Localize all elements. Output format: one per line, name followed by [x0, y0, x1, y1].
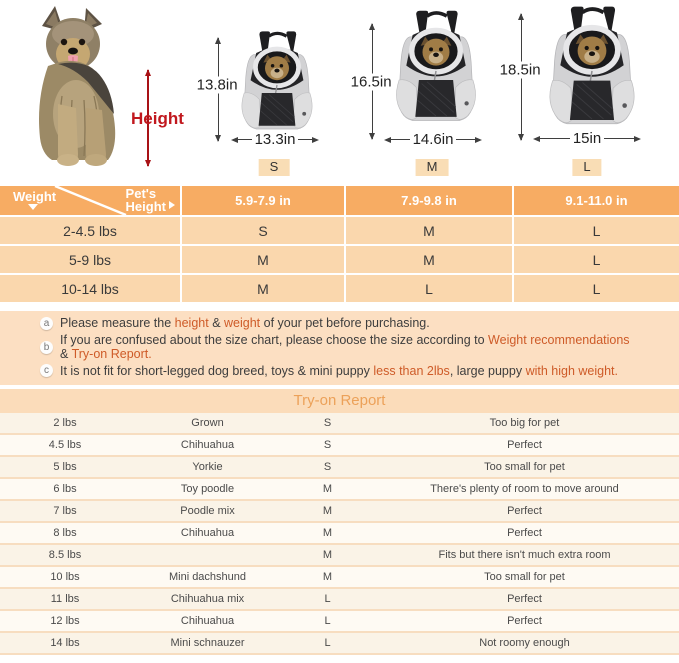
backpack-s-image: [237, 29, 317, 141]
size-chart-size-cell: M: [182, 246, 344, 273]
hero-section: [0, 0, 679, 184]
size-badge-s: S: [259, 159, 290, 176]
size-chart-size-cell: M: [182, 275, 344, 302]
backpack-s-width-value: 13.3in: [254, 131, 296, 148]
tryon-weight: 14 lbs: [50, 637, 80, 649]
tryon-comment: Perfect: [507, 593, 542, 605]
notes-section: [0, 311, 679, 385]
size-chart-corner-cell: [0, 186, 180, 215]
pets-height-axis-label: Pet's Height: [125, 186, 166, 214]
tryon-report-title: Try-on Report: [0, 389, 679, 413]
tryon-breed: Chihuahua: [180, 527, 235, 539]
backpack-l-height-value: 18.5in: [499, 61, 541, 79]
tryon-comment: Perfect: [507, 615, 542, 627]
tryon-breed: Chihuahua: [180, 439, 235, 451]
size-badge-l: L: [572, 159, 601, 176]
size-chart-weight-cell: 10-14 lbs: [0, 275, 180, 302]
tryon-row: [0, 545, 679, 565]
tryon-comment: Too small for pet: [484, 461, 565, 473]
backpack-s-height-value: 13.8in: [196, 76, 238, 94]
note-badge: b: [40, 341, 53, 354]
tryon-weight: 11 lbs: [50, 593, 80, 605]
tryon-row: [0, 567, 679, 587]
tryon-size: M: [322, 505, 333, 517]
size-chart-table: [0, 186, 679, 302]
tryon-breed: Grown: [191, 417, 224, 429]
tryon-row: [0, 633, 679, 653]
backpack-m-height-value: 16.5in: [350, 73, 392, 91]
tryon-size: S: [323, 461, 332, 473]
tryon-row: [0, 501, 679, 521]
tryon-row: [0, 523, 679, 543]
size-chart-size-cell: L: [346, 275, 512, 302]
tryon-row: [0, 413, 679, 433]
size-chart-size-cell: M: [346, 217, 512, 244]
tryon-comment: Not roomy enough: [479, 637, 570, 649]
tryon-breed: Chihuahua: [180, 615, 235, 627]
note-text: If you are confused about the size chart, please choose the size according to Weight recommendations & Try-on Report.: [60, 332, 630, 361]
tryon-weight: 10 lbs: [50, 571, 80, 583]
tryon-size: S: [323, 417, 332, 429]
tryon-comment: Too small for pet: [484, 571, 565, 583]
dog-height-label: Height: [131, 109, 184, 128]
tryon-size: M: [322, 571, 333, 583]
tryon-breed: Yorkie: [192, 461, 223, 473]
tryon-weight: 5 lbs: [53, 461, 77, 473]
weight-axis-label: Weight: [13, 189, 57, 204]
backpack-l-width-dim-line: [533, 131, 641, 146]
tryon-row: [0, 611, 679, 631]
tryon-weight: 7 lbs: [53, 505, 77, 517]
note-row: [40, 333, 669, 362]
tryon-size: S: [323, 439, 332, 451]
tryon-row: [0, 479, 679, 499]
backpack-m-width-dim-line: [384, 132, 482, 147]
size-chart-col-header: 9.1-11.0 in: [514, 186, 679, 215]
tryon-breed: Mini dachshund: [168, 571, 247, 583]
note-badge: c: [40, 364, 53, 377]
size-chart-size-cell: S: [182, 217, 344, 244]
backpack-l-image: [544, 2, 640, 140]
size-chart-col-header: 7.9-9.8 in: [346, 186, 512, 215]
note-row: [40, 364, 669, 379]
tryon-comment: Too big for pet: [489, 417, 560, 429]
tryon-breed: Mini schnauzer: [170, 637, 245, 649]
tryon-breed: Chihuahua mix: [170, 593, 245, 605]
tryon-row: [0, 589, 679, 609]
tryon-report-table: [0, 413, 679, 655]
tryon-comment: There's plenty of room to move around: [430, 483, 619, 495]
tryon-comment: Perfect: [507, 527, 542, 539]
tryon-comment: Perfect: [507, 439, 542, 451]
size-chart-size-cell: M: [346, 246, 512, 273]
note-text: It is not fit for short-legged dog breed, toys & mini puppy less than 2lbs, large puppy with high weight.: [60, 363, 618, 378]
tryon-row: [0, 457, 679, 477]
tryon-size: L: [324, 615, 331, 627]
tryon-comment: Perfect: [507, 505, 542, 517]
height-right-arrow-icon: [169, 201, 175, 209]
size-chart-size-cell: L: [514, 246, 679, 273]
backpack-m-width-value: 14.6in: [412, 131, 454, 148]
dog-photo: [28, 4, 132, 168]
backpack-m-image: [391, 6, 481, 136]
size-badge-m: M: [416, 159, 449, 176]
size-chart-weight-cell: 2-4.5 lbs: [0, 217, 180, 244]
size-chart-size-cell: L: [514, 275, 679, 302]
tryon-size: L: [324, 637, 331, 649]
tryon-breed: Poodle mix: [180, 505, 235, 517]
size-chart-size-cell: L: [514, 217, 679, 244]
tryon-weight: 6 lbs: [53, 483, 77, 495]
backpack-l-width-value: 15in: [572, 130, 602, 147]
size-chart-col-header: 5.9-7.9 in: [182, 186, 344, 215]
tryon-breed: Toy poodle: [180, 483, 235, 495]
size-chart-weight-cell: 5-9 lbs: [0, 246, 180, 273]
tryon-weight: 8.5 lbs: [48, 549, 82, 561]
tryon-weight: 12 lbs: [50, 615, 80, 627]
tryon-size: L: [324, 593, 331, 605]
tryon-size: M: [322, 527, 333, 539]
backpack-s-width-dim-line: [231, 132, 319, 147]
tryon-comment: Fits but there isn't much extra room: [438, 549, 611, 561]
tryon-weight: 4.5 lbs: [48, 439, 82, 451]
note-badge: a: [40, 317, 53, 330]
tryon-weight: 8 lbs: [53, 527, 77, 539]
note-row: [40, 316, 669, 331]
tryon-weight: 2 lbs: [53, 417, 77, 429]
note-text: Please measure the height & weight of your pet before purchasing.: [60, 316, 430, 330]
tryon-size: M: [322, 549, 333, 561]
tryon-row: [0, 435, 679, 455]
weight-down-arrow-icon: [28, 204, 38, 210]
tryon-size: M: [322, 483, 333, 495]
